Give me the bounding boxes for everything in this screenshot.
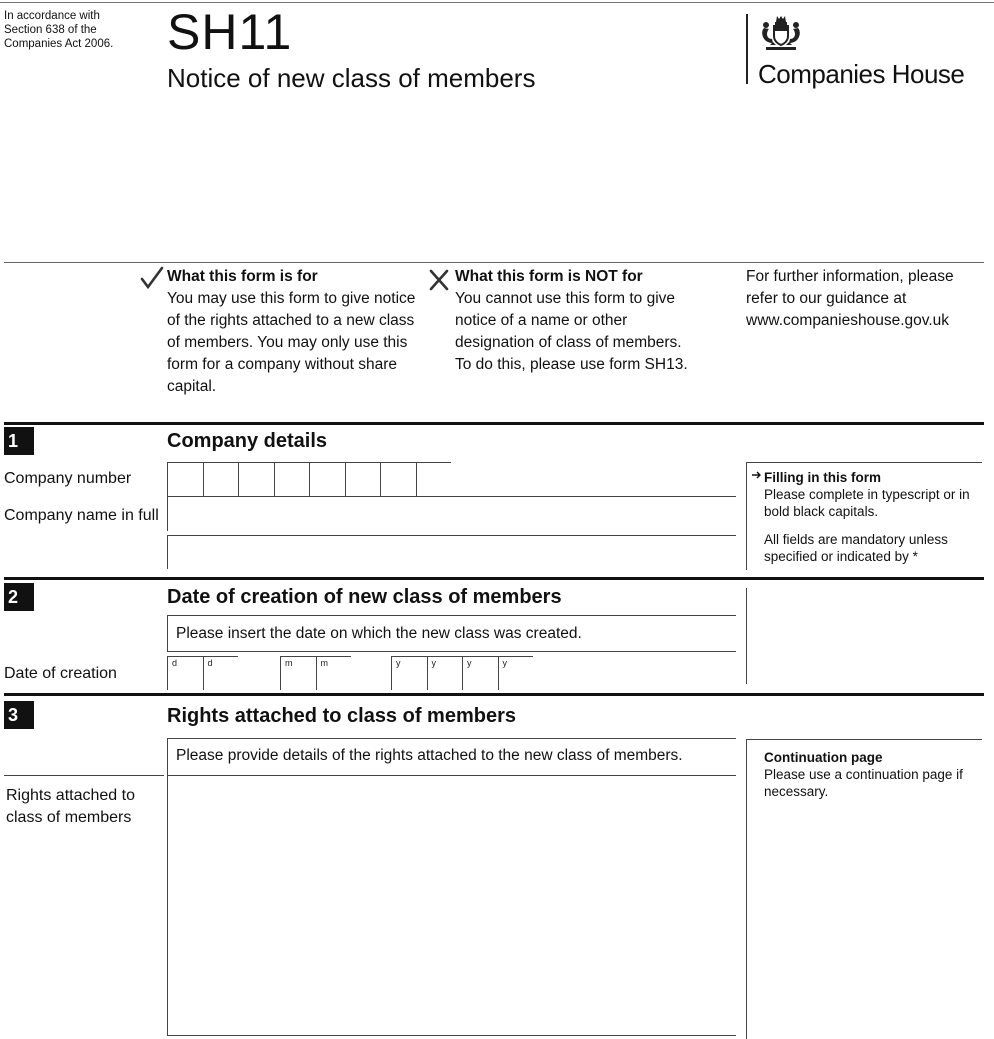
rights-instruction-box <box>167 738 736 776</box>
legal-line: Section 638 of the <box>4 24 97 36</box>
section-3-number: 3 <box>4 701 34 729</box>
date-month-field <box>280 656 351 690</box>
filling-in-note-text: Please complete in typescript or in bold black capitals. <box>764 487 970 519</box>
rights-label-rule <box>4 775 164 776</box>
continuation-note-title: Continuation page <box>764 750 883 765</box>
date-month-digit-2[interactable] <box>316 656 352 690</box>
mandatory-note-text: All fields are mandatory unless specified or indicated by * <box>764 532 948 564</box>
date-day-field <box>167 656 238 690</box>
section-3-rule <box>4 693 984 696</box>
company-name-field-line-1[interactable] <box>167 497 736 531</box>
check-icon <box>140 266 164 290</box>
continuation-note <box>746 739 982 1039</box>
info-rule <box>4 262 984 263</box>
date-placeholder: m <box>320 658 328 668</box>
company-name-label: Company name in full <box>4 507 159 524</box>
form-purpose <box>167 266 429 398</box>
legal-line: Companies Act 2006. <box>4 38 114 50</box>
form-not-purpose <box>455 266 695 376</box>
company-number-label: Company number <box>4 470 132 487</box>
issuer-name: Companies House <box>758 59 965 89</box>
top-rule <box>0 2 994 3</box>
date-placeholder: y <box>502 658 507 668</box>
rights-attached-label: Rights attached to class of members <box>6 787 135 826</box>
date-year-digit-4[interactable] <box>498 656 534 690</box>
company-number-digit-2[interactable] <box>203 462 239 496</box>
date-year-digit-3[interactable] <box>462 656 498 690</box>
date-day-digit-2[interactable] <box>203 656 239 690</box>
company-number-digit-3[interactable] <box>238 462 274 496</box>
company-number-digit-1[interactable] <box>167 462 203 496</box>
company-number-digit-7[interactable] <box>380 462 416 496</box>
date-placeholder: y <box>396 658 401 668</box>
date-of-creation-label: Date of creation <box>4 665 117 682</box>
section-2-number: 2 <box>4 583 34 611</box>
legal-line: In accordance with <box>4 10 100 22</box>
filling-in-note-title: Filling in this form <box>764 470 881 485</box>
date-year-digit-1[interactable] <box>391 656 427 690</box>
date-placeholder: m <box>285 658 293 668</box>
date-instruction-box <box>167 615 736 652</box>
date-year-digit-2[interactable] <box>427 656 463 690</box>
company-number-digit-4[interactable] <box>274 462 310 496</box>
date-day-digit-1[interactable] <box>167 656 203 690</box>
date-year-field <box>391 656 533 690</box>
arrow-right-icon <box>752 470 762 480</box>
company-number-digit-8[interactable] <box>416 462 452 496</box>
filling-in-note <box>746 462 982 570</box>
section-1-title: Company details <box>167 430 328 452</box>
further-information: For further information, please refer to our guidance at www.companieshouse.gov.uk <box>746 268 954 329</box>
form-not-purpose-text: You cannot use this form to give notice of a name or other designation of class of members. To do this, please use form SH13. <box>455 290 688 373</box>
section-2-side-divider <box>746 588 747 684</box>
form-purpose-text: You may use this form to give notice of the rights attached to a new class of members. You may only use this form for a company without share capital. <box>167 290 416 395</box>
date-instruction-text: Please insert the date on which the new class was created. <box>176 625 582 642</box>
form-purpose-title: What this form is for <box>167 268 318 285</box>
section-1-number: 1 <box>4 427 34 455</box>
legal-reference <box>4 9 144 51</box>
form-title: Notice of new class of members <box>167 63 536 93</box>
company-name-field-line-2[interactable] <box>167 535 736 569</box>
section-2-title: Date of creation of new class of members <box>167 586 562 608</box>
section-1-rule <box>4 422 984 425</box>
form-not-purpose-title: What this form is NOT for <box>455 268 643 285</box>
date-placeholder: d <box>172 658 178 668</box>
date-month-digit-1[interactable] <box>280 656 316 690</box>
date-placeholder: d <box>207 658 213 668</box>
rights-details-field[interactable] <box>167 776 736 1036</box>
date-placeholder: y <box>467 658 472 668</box>
company-number-field <box>167 462 451 496</box>
section-3-title: Rights attached to class of members <box>167 705 516 727</box>
continuation-note-text: Please use a continuation page if necessary. <box>764 767 963 799</box>
rights-instruction-text: Please provide details of the rights attached to the new class of members. <box>176 747 683 764</box>
royal-crest-icon <box>758 14 804 54</box>
company-number-digit-6[interactable] <box>345 462 381 496</box>
form-code: SH11 <box>167 4 293 60</box>
date-placeholder: y <box>431 658 436 668</box>
section-2-rule <box>4 577 984 580</box>
company-number-digit-5[interactable] <box>309 462 345 496</box>
logo-divider <box>746 14 748 84</box>
cross-icon <box>428 268 450 292</box>
